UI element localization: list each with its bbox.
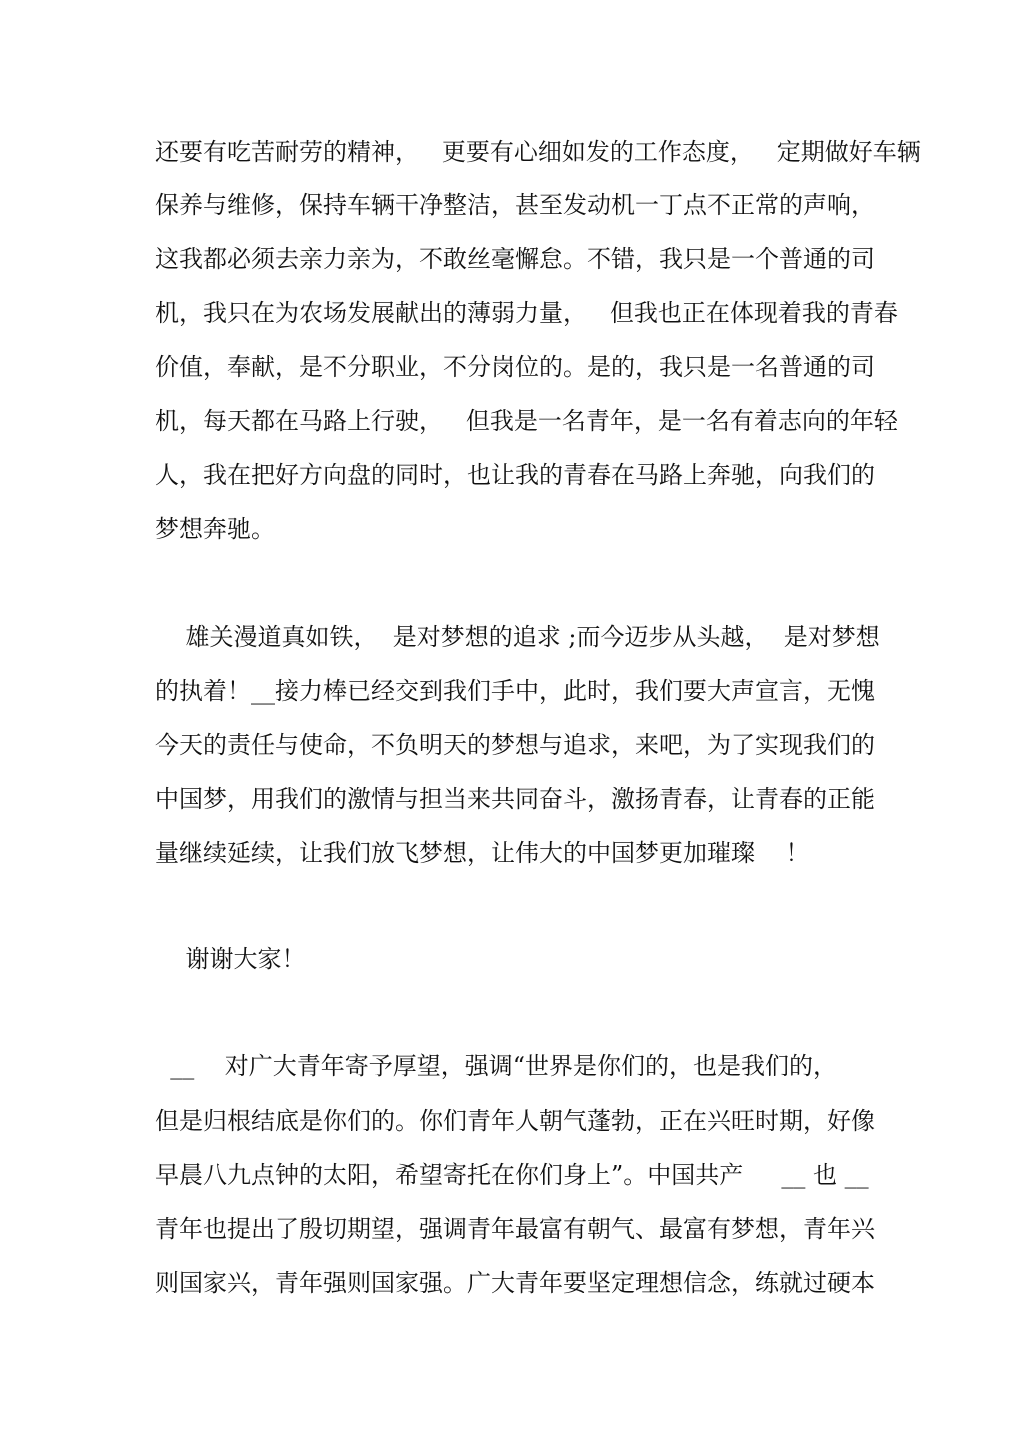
text-line: 早晨八九点钟的太阳，希望寄托在你们身上”。中国共产 __ 也 __ [155, 1161, 869, 1189]
text-line: 机，我只在为农场发展献出的薄弱力量， 但我也正在体现着我的青春 [155, 299, 898, 327]
text-line: 价值，奉献，是不分职业，不分岗位的。是的，我只是一名普通的司 [155, 353, 875, 381]
text-line: 量继续延续，让我们放飞梦想，让伟大的中国梦更加璀璨 ！ [155, 839, 810, 867]
text-line: 今天的责任与使命，不负明天的梦想与追求，来吧，为了实现我们的 [155, 731, 875, 759]
text-line: 则国家兴，青年强则国家强。广大青年要坚定理想信念，练就过硬本 [155, 1269, 875, 1297]
text-line: 中国梦，用我们的激情与担当来共同奋斗，激扬青春，让青春的正能 [155, 785, 875, 813]
text-line: 雄关漫道真如铁， 是对梦想的追求 ;而今迈步从头越， 是对梦想 [155, 623, 880, 651]
text-line: 保养与维修，保持车辆干净整洁，甚至发动机一丁点不正常的声响， [155, 191, 875, 219]
text-line: 谢谢大家！ [155, 945, 306, 973]
text-line: 但是归根结底是你们的。你们青年人朝气蓬勃，正在兴旺时期，好像 [155, 1107, 875, 1135]
text-line: 机，每天都在马路上行驶， 但我是一名青年，是一名有着志向的年轻 [155, 407, 898, 435]
text-line: 人，我在把好方向盘的同时，也让我的青春在马路上奔驰，向我们的 [155, 461, 875, 489]
text-line: 的执着！__接力棒已经交到我们手中，此时，我们要大声宣言，无愧 [155, 677, 875, 705]
text-line: 青年也提出了殷切期望，强调青年最富有朝气、最富有梦想，青年兴 [155, 1215, 875, 1243]
text-line: __ 对广大青年寄予厚望，强调“世界是你们的，也是我们的， [155, 1052, 838, 1080]
text-line: 梦想奔驰。 [155, 515, 275, 543]
text-line: 这我都必须去亲力亲为，不敢丝毫懈怠。不错，我只是一个普通的司 [155, 245, 875, 273]
text-line: 还要有吃苦耐劳的精神， 更要有心细如发的工作态度， 定期做好车辆 [155, 138, 921, 166]
